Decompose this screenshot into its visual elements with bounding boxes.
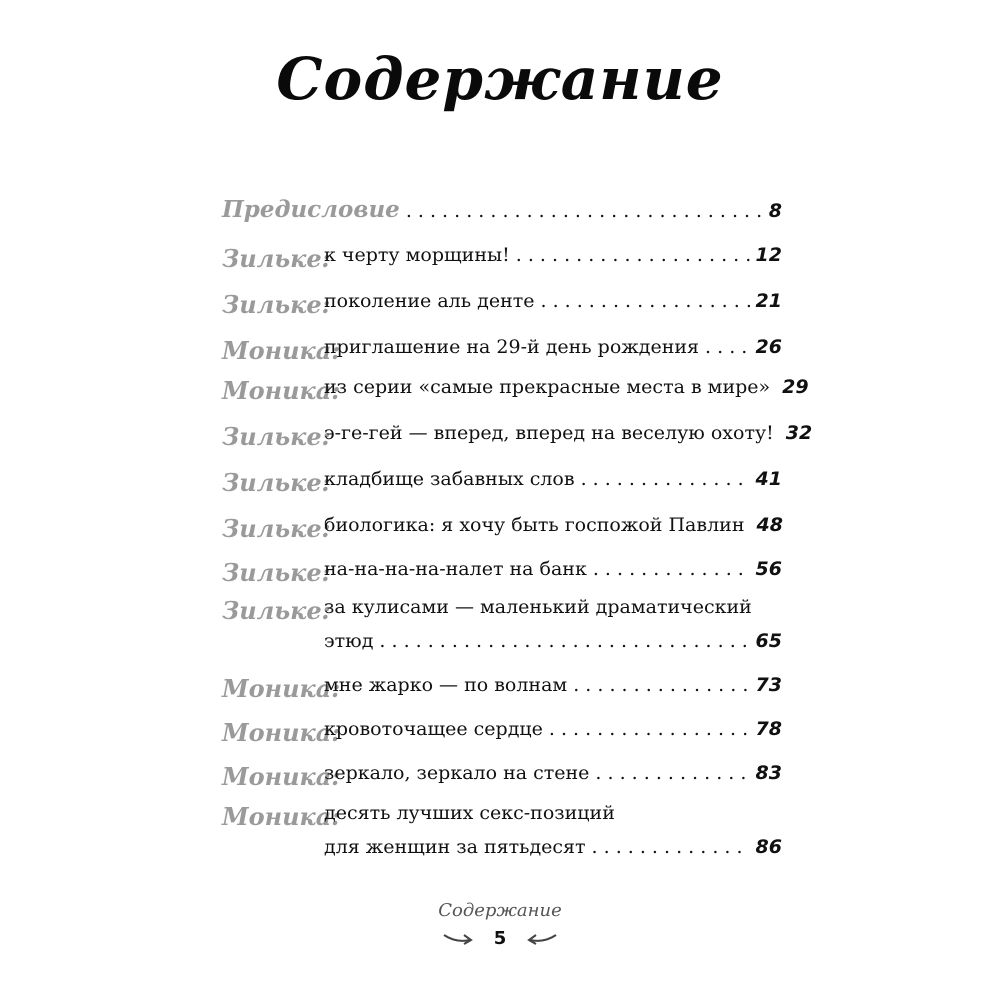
toc-author: Моника: [222, 336, 341, 365]
toc-author: Зильке: [222, 290, 331, 319]
toc-title: мне жарко — по волнам [324, 674, 568, 696]
toc-author: Зильке: [222, 244, 331, 273]
toc-author: Моника: [222, 376, 341, 405]
toc-author: Моника: [222, 674, 341, 703]
toc-leader-dots [516, 244, 750, 266]
toc-author: Зильке: [222, 558, 331, 587]
toc-title-continued: этюд [324, 630, 374, 652]
toc-author: Зильке: [222, 514, 331, 543]
toc-leader-dots [573, 674, 749, 696]
toc-title: э-ге-гей — вперед, вперед на веселую охоту! [324, 422, 774, 444]
footer-section-label: Содержание [438, 900, 562, 921]
toc-page-number: 29 [782, 376, 809, 398]
toc-leader-dots [540, 290, 749, 312]
page-title: Содержание [276, 45, 724, 113]
toc-title: биологика: я хочу быть госпожой Павлин [324, 514, 745, 536]
toc-leader-dots [406, 200, 763, 222]
toc-title: приглашение на 29-й день рождения [324, 336, 700, 358]
toc-page-number: 26 [755, 336, 782, 358]
page-number: 5 [493, 928, 507, 949]
toc-leader-dots [379, 630, 749, 652]
toc-author: Зильке: [222, 468, 331, 497]
toc-leader-dots [581, 468, 750, 490]
toc-page-number: 78 [755, 718, 782, 740]
toc-title: из серии «самые прекрасные места в мире» [324, 376, 771, 398]
toc-author: Зильке: [222, 422, 331, 451]
curved-arrow-left-icon [524, 931, 558, 947]
toc-page-number: 83 [755, 762, 782, 784]
toc-page-number: 41 [755, 468, 782, 490]
toc-title: поколение аль денте [324, 290, 535, 312]
toc-page-number: 73 [755, 674, 782, 696]
toc-title-continued: для женщин за пятьдесят [324, 836, 586, 858]
toc-page-number: 48 [756, 514, 783, 536]
toc-leader-dots [592, 836, 750, 858]
toc-author: Моника: [222, 718, 341, 747]
toc-author: Зильке: [222, 596, 331, 625]
toc-page-number: 12 [755, 244, 782, 266]
curved-arrow-right-icon [442, 931, 476, 947]
toc-title: десять лучших секс-позиций [324, 802, 615, 824]
toc-title: зеркало, зеркало на стене [324, 762, 590, 784]
toc-page-number: 65 [755, 630, 782, 652]
toc-page-number: 32 [785, 422, 813, 444]
toc-title: за кулисами — маленький драматический [324, 596, 752, 618]
toc-leader-dots [593, 558, 750, 580]
toc-author: Моника: [222, 762, 341, 791]
toc-title: кладбище забавных слов [324, 468, 575, 490]
toc-leader-dots [705, 336, 750, 358]
toc-leader-dots [595, 762, 749, 784]
toc-leader-dots [549, 718, 750, 740]
toc-author: Моника: [222, 802, 341, 831]
toc-page-number: 56 [755, 558, 782, 580]
toc-title: к черту морщины! [324, 244, 510, 266]
toc-page-number: 8 [768, 200, 782, 222]
page-footer [0, 900, 1000, 949]
toc-title: кровоточащее сердце [324, 718, 543, 740]
toc-page-number: 21 [755, 290, 782, 312]
toc-page-number: 86 [755, 836, 782, 858]
toc-author: Предисловие [222, 196, 400, 223]
toc-title: на-на-на-на-налет на банк [324, 558, 587, 580]
